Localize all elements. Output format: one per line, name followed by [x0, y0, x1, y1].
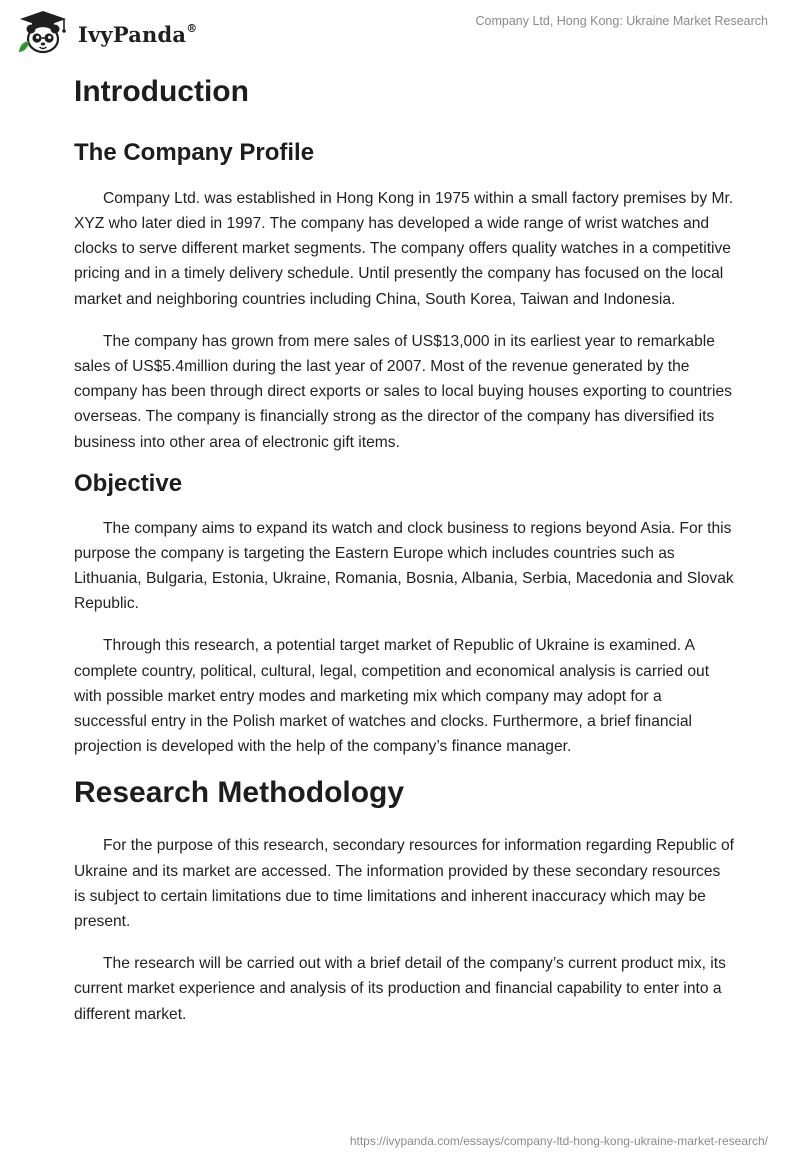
page-header: [0, 0, 800, 66]
company-profile-paragraph: Company Ltd. was established in Hong Kong in 1975 within a small factory premises by Mr. XYZ who later died in 1997. The company has developed a wide range of wrist watches and clocks to serve different market segments. The company offers quality watches in a competitive pricing and in a timely delivery schedule. Until presently the company has focused on the local market and neighboring countries including China, South Korea, Taiwan and Indonesia.: [74, 189, 734, 308]
brand-name-text: IvyPanda: [78, 21, 187, 47]
essay-content: [74, 66, 734, 1027]
objective-paragraph: Through this research, a potential target market of Republic of Ukraine is examined. A complete country, political, cultural, legal, competition and economical analysis is carried out with possible market entry modes and marketing mix which company may adopt for a successful entry in the Polish market of watches and clocks. Furthermore, a brief financial projection is developed with the help of the company’s finance manager.: [74, 637, 710, 756]
company-profile-paragraph: The company has grown from mere sales of US$13,000 in its earliest year to remarkable sales of US$5.4million during the last year of 2007. Most of the revenue generated by the company has been through direct exports or sales to local buying houses exporting to countries overseas. The company is financially strong as the director of the company has diversified its business into other area of electronic gift items.: [74, 332, 732, 451]
panda-graduation-cap-icon: [14, 8, 72, 58]
methodology-paragraph: For the purpose of this research, secondary resources for information regarding Republic of Ukraine and its market are accessed. The information provided by these secondary resources is subject to certain limitations due to time limitations and inherent inaccuracy which may be present.: [74, 837, 734, 931]
brand-name: [78, 22, 197, 47]
registered-mark: ®: [186, 21, 198, 35]
research-methodology-heading: Research Methodology: [74, 776, 405, 810]
objective-paragraph: The company aims to expand its watch and clock business to regions beyond Asia. For this purpose the company is targeting the Eastern Europe which includes countries such as Lithuania, Bulgaria, Estonia, Ukraine, Romania, Bosnia, Albania, Serbia, Macedonia and Slovak Republic.: [74, 519, 734, 613]
company-profile-heading: The Company Profile: [74, 139, 315, 166]
methodology-paragraph: The research will be carried out with a brief detail of the company’s current product mix, its current market experience and analysis of its production and financial capability to enter into a different market.: [74, 955, 726, 1023]
introduction-heading: Introduction: [74, 75, 249, 108]
objective-heading: Objective: [74, 469, 183, 497]
running-title: Company Ltd, Hong Kong: Ukraine Market Research: [475, 14, 768, 28]
ivypanda-logo[interactable]: [14, 8, 197, 58]
source-url[interactable]: https://ivypanda.com/essays/company-ltd-hong-kong-ukraine-market-research/: [349, 1134, 768, 1148]
